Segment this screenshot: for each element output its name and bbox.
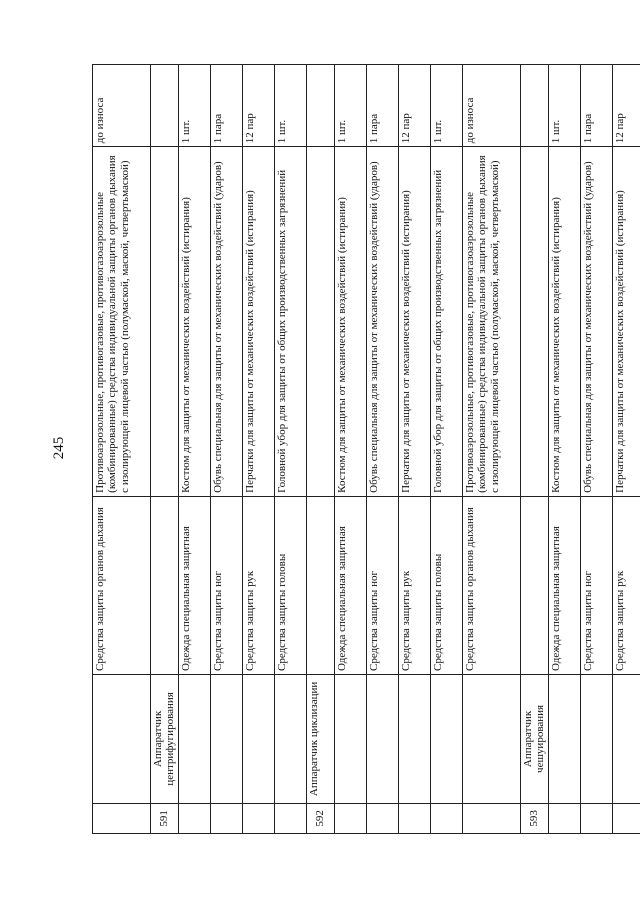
ppe-description: Костюм для защиты от механических воздействий (истирания) [549, 147, 581, 497]
table-row [399, 65, 431, 834]
table-row [581, 65, 613, 834]
ppe-type: Средства защиты органов дыхания [93, 496, 151, 674]
profession-name [243, 675, 275, 804]
ppe-type: Средства защиты ног [581, 496, 613, 674]
table-row [179, 65, 211, 834]
table-row [93, 65, 151, 834]
row-number [211, 803, 243, 833]
row-number [243, 803, 275, 833]
table-row [211, 65, 243, 834]
issue-quantity: до износа [93, 65, 151, 147]
ppe-type: Средства защиты головы [431, 496, 463, 674]
ppe-description: Головной убор для защиты от общих производственных загрязнений [275, 147, 307, 497]
ppe-type: Средства защиты рук [613, 496, 640, 674]
profession-name [179, 675, 211, 804]
table-row [367, 65, 399, 834]
row-number [431, 803, 463, 833]
ppe-description: Противоаэрозольные, противогазовые, противогазоаэрозольные (комбинированные) средства индивидуальной защиты органов дыхания с изолирующей лицевой частью (полумаской, маской, четвертьмаской) [93, 147, 151, 497]
rotated-table-sheet [92, 64, 626, 834]
issue-quantity: 12 пар [613, 65, 640, 147]
ppe-type: Средства защиты рук [243, 496, 275, 674]
ppe-type: Одежда специальная защитная [549, 496, 581, 674]
profession-name [581, 675, 613, 804]
ppe-description: Перчатки для защиты от механических воздействий (истирания) [399, 147, 431, 497]
issue-quantity: 1 пара [581, 65, 613, 147]
profession-name [211, 675, 243, 804]
issue-quantity: 1 пара [211, 65, 243, 147]
ppe-type [521, 496, 549, 674]
issue-quantity [307, 65, 335, 147]
row-number [399, 803, 431, 833]
table-body [93, 65, 640, 834]
profession-name: Аппаратчик чешуирования [521, 675, 549, 804]
ppe-description: Костюм для защиты от механических воздействий (истирания) [335, 147, 367, 497]
ppe-description: Головной убор для защиты от общих производственных загрязнений [431, 147, 463, 497]
issue-quantity: до износа [463, 65, 521, 147]
profession-name [399, 675, 431, 804]
ppe-description: Обувь специальная для защиты от механических воздействий (ударов) [211, 147, 243, 497]
issue-quantity: 1 шт. [275, 65, 307, 147]
row-number [581, 803, 613, 833]
issue-quantity: 12 пар [243, 65, 275, 147]
ppe-type: Средства защиты рук [399, 496, 431, 674]
row-number [463, 803, 521, 833]
issue-quantity: 1 шт. [335, 65, 367, 147]
profession-name [613, 675, 640, 804]
issue-quantity [521, 65, 549, 147]
ppe-description: Перчатки для защиты от механических воздействий (истирания) [243, 147, 275, 497]
row-number: 593 [521, 803, 549, 833]
table-row [307, 65, 335, 834]
row-number [93, 803, 151, 833]
table-row [151, 65, 179, 834]
page-number: 245 [51, 436, 67, 460]
issue-quantity: 12 пар [399, 65, 431, 147]
ppe-type [151, 496, 179, 674]
ppe-description [307, 147, 335, 497]
table-row [243, 65, 275, 834]
row-number [275, 803, 307, 833]
table-row [463, 65, 521, 834]
row-number [367, 803, 399, 833]
row-number: 592 [307, 803, 335, 833]
table-row [521, 65, 549, 834]
ppe-description: Перчатки для защиты от механических воздействий (истирания) [613, 147, 640, 497]
issue-quantity: 1 шт. [549, 65, 581, 147]
profession-name: Аппаратчик циклизации [307, 675, 335, 804]
ppe-description: Противоаэрозольные, противогазовые, противогазоаэрозольные (комбинированные) средства индивидуальной защиты органов дыхания с изолирующей лицевой частью (полумаской, маской, четвертьмаской) [463, 147, 521, 497]
table-row [613, 65, 640, 834]
row-number [549, 803, 581, 833]
profession-name [549, 675, 581, 804]
profession-name [431, 675, 463, 804]
row-number [179, 803, 211, 833]
ppe-type: Одежда специальная защитная [179, 496, 211, 674]
issue-quantity: 1 шт. [431, 65, 463, 147]
profession-name [335, 675, 367, 804]
issue-quantity: 1 пара [367, 65, 399, 147]
ppe-description: Обувь специальная для защиты от механических воздействий (ударов) [581, 147, 613, 497]
ppe-description [521, 147, 549, 497]
ppe-type: Средства защиты ног [367, 496, 399, 674]
ppe-description [151, 147, 179, 497]
table-row [431, 65, 463, 834]
ppe-type [307, 496, 335, 674]
issue-quantity: 1 шт. [179, 65, 211, 147]
profession-name [275, 675, 307, 804]
ppe-description: Обувь специальная для защиты от механических воздействий (ударов) [367, 147, 399, 497]
table-row [275, 65, 307, 834]
profession-name: Аппаратчик центрифугирования [151, 675, 179, 804]
ppe-type: Средства защиты головы [275, 496, 307, 674]
profession-name [463, 675, 521, 804]
table-row [549, 65, 581, 834]
row-number [335, 803, 367, 833]
ppe-norms-table [92, 64, 640, 834]
issue-quantity [151, 65, 179, 147]
ppe-type: Средства защиты органов дыхания [463, 496, 521, 674]
ppe-type: Средства защиты ног [211, 496, 243, 674]
table-row [335, 65, 367, 834]
ppe-type: Одежда специальная защитная [335, 496, 367, 674]
ppe-description: Костюм для защиты от механических воздействий (истирания) [179, 147, 211, 497]
row-number [613, 803, 640, 833]
row-number: 591 [151, 803, 179, 833]
profession-name [367, 675, 399, 804]
profession-name [93, 675, 151, 804]
